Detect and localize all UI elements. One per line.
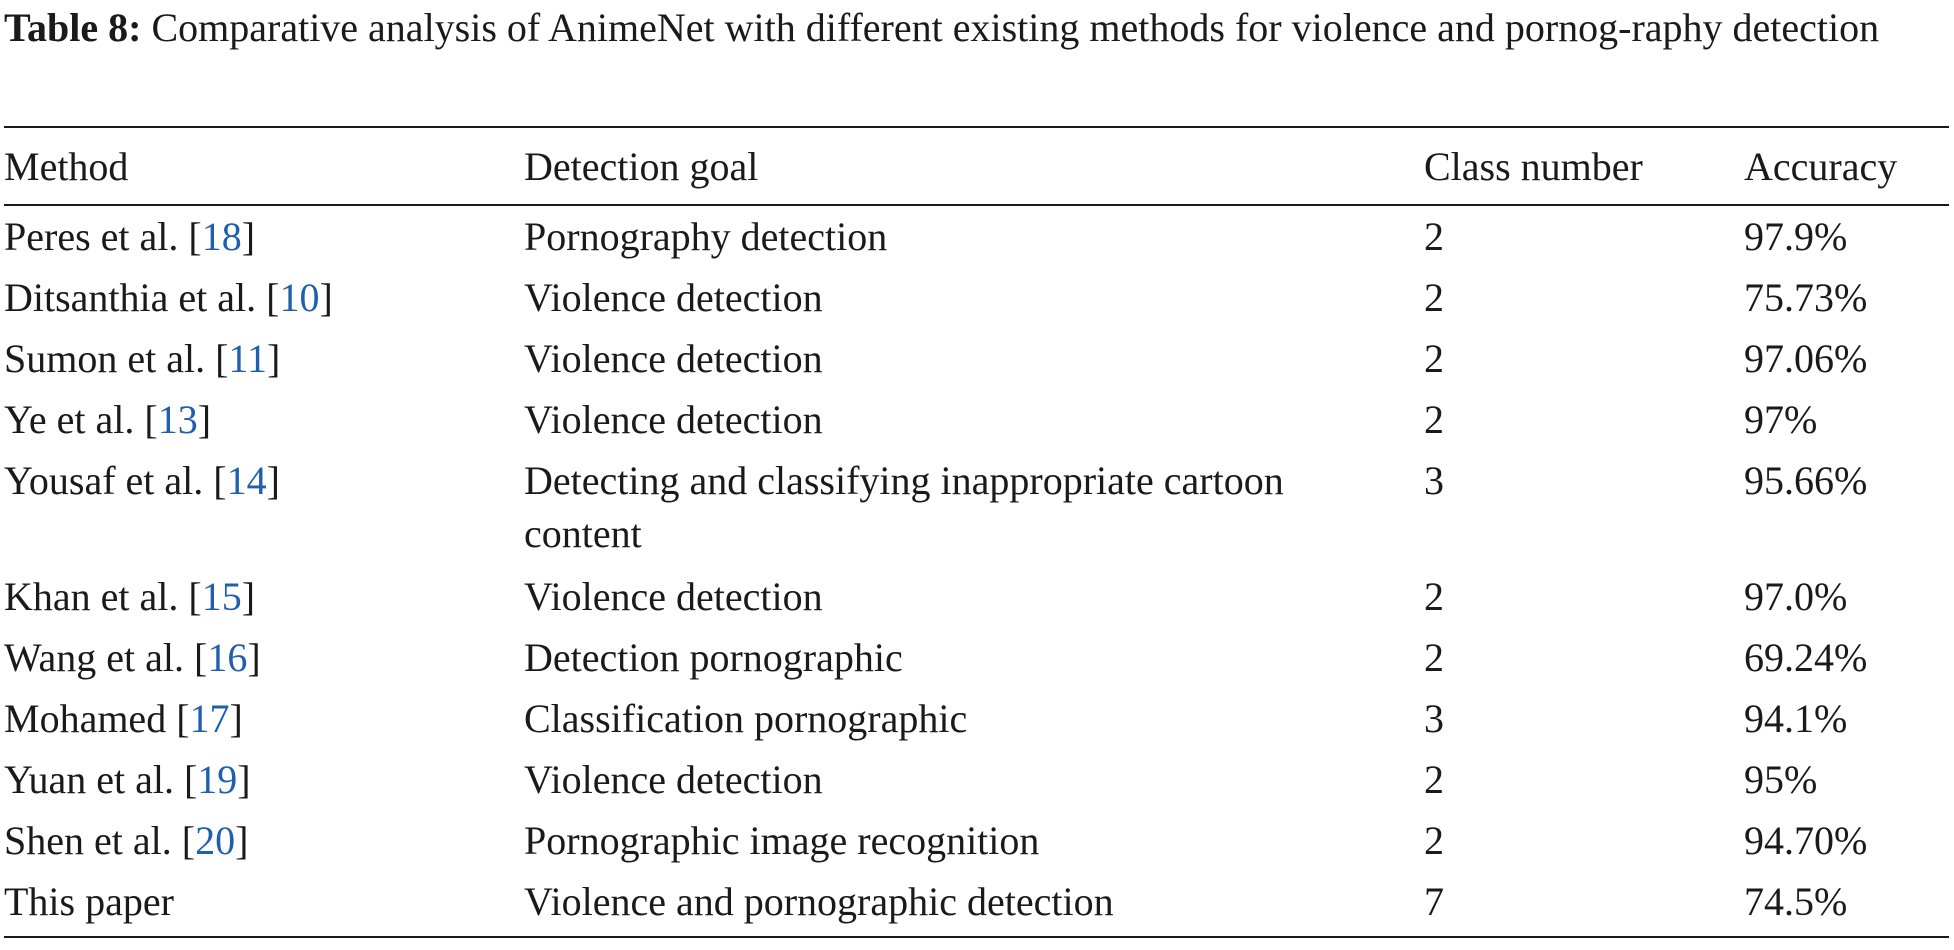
cell-detection-goal: Pornography detection <box>524 214 888 259</box>
table-row <box>4 753 1949 814</box>
cell-method <box>4 692 524 753</box>
cell-accuracy: 69.24% <box>1744 635 1868 680</box>
method-name: Wang et al. [ <box>4 635 208 680</box>
cell-class-number: 3 <box>1424 458 1444 503</box>
table-row <box>4 271 1949 332</box>
reference-close-bracket: ] <box>266 336 281 381</box>
table-caption <box>4 0 1949 53</box>
cell-detection-goal: Violence detection <box>524 275 823 320</box>
table-row <box>4 205 1949 271</box>
cell-accuracy: 95% <box>1744 757 1818 802</box>
reference-close-bracket: ] <box>247 635 261 680</box>
method-name: Shen et al. [ <box>4 818 196 863</box>
reference-link[interactable]: 18 <box>201 214 242 259</box>
cell-accuracy: 97.9% <box>1744 214 1848 259</box>
cell-class-number: 2 <box>1424 397 1444 442</box>
reference-link[interactable]: 11 <box>228 336 267 381</box>
reference-link[interactable]: 10 <box>279 275 320 320</box>
cell-detection-goal: Detection pornographic <box>524 635 903 680</box>
table-header <box>4 127 1949 205</box>
cell-accuracy: 74.5% <box>1744 879 1848 924</box>
reference-close-bracket: ] <box>197 397 212 442</box>
reference-close-bracket: ] <box>237 757 251 802</box>
cell-method <box>4 631 524 692</box>
comparison-table <box>4 126 1949 938</box>
table-row <box>4 570 1949 631</box>
cell-accuracy: 95.66% <box>1744 458 1868 503</box>
table-row <box>4 692 1949 753</box>
cell-method <box>4 271 524 332</box>
cell-detection-goal: Classification pornographic <box>524 696 968 741</box>
reference-close-bracket: ] <box>241 214 256 259</box>
cell-class-number: 2 <box>1424 275 1444 320</box>
table-row <box>4 332 1949 393</box>
cell-accuracy: 97.0% <box>1744 574 1848 619</box>
method-name: Yuan et al. [ <box>4 757 198 802</box>
cell-detection-goal: Violence detection <box>524 757 823 802</box>
cell-class-number: 3 <box>1424 696 1444 741</box>
caption-text: Comparative analysis of AnimeNet with different existing methods for violence and pornog-raphy detection <box>141 5 1880 50</box>
method-name: Yousaf et al. [ <box>4 458 227 503</box>
reference-link[interactable]: 15 <box>201 574 242 619</box>
reference-link[interactable]: 16 <box>207 635 248 680</box>
cell-accuracy: 97% <box>1744 397 1818 442</box>
cell-detection-goal: Violence detection <box>524 574 823 619</box>
method-name: Mohamed [ <box>4 696 190 741</box>
reference-link[interactable]: 19 <box>197 757 238 802</box>
cell-detection-goal: Violence detection <box>524 397 823 442</box>
cell-accuracy: 97.06% <box>1744 336 1868 381</box>
cell-class-number: 2 <box>1424 818 1444 863</box>
cell-method <box>4 454 524 570</box>
cell-detection-goal: Violence and pornographic detection <box>524 879 1114 924</box>
table-row <box>4 875 1949 937</box>
cell-detection-goal: Violence detection <box>524 336 823 381</box>
cell-class-number: 2 <box>1424 757 1444 802</box>
cell-class-number: 2 <box>1424 336 1444 381</box>
cell-detection-goal: Detecting and classifying inappropriate cartoon content <box>524 458 1284 556</box>
reference-link[interactable]: 20 <box>195 818 236 863</box>
reference-link[interactable]: 14 <box>226 458 267 503</box>
method-name: Ditsanthia et al. [ <box>4 275 280 320</box>
caption-label: Table 8: <box>4 5 142 50</box>
method-name: Khan et al. [ <box>4 574 202 619</box>
cell-accuracy: 94.1% <box>1744 696 1848 741</box>
table-body <box>4 205 1949 937</box>
method-name: Ye et al. [ <box>4 397 158 442</box>
table-row <box>4 814 1949 875</box>
cell-method <box>4 393 524 454</box>
header-accuracy: Accuracy <box>1744 143 1898 189</box>
cell-accuracy: 75.73% <box>1744 275 1868 320</box>
cell-detection-goal: Pornographic image recognition <box>524 818 1040 863</box>
reference-close-bracket: ] <box>229 696 243 741</box>
cell-accuracy: 94.70% <box>1744 818 1868 863</box>
header-method: Method <box>4 143 129 189</box>
reference-link[interactable]: 17 <box>189 696 230 741</box>
cell-class-number: 7 <box>1424 879 1444 924</box>
cell-class-number: 2 <box>1424 574 1444 619</box>
cell-method <box>4 875 524 937</box>
cell-method <box>4 332 524 393</box>
header-row <box>4 127 1949 205</box>
method-name: Sumon et al. [ <box>4 336 229 381</box>
header-class-number: Class number <box>1424 143 1643 189</box>
cell-class-number: 2 <box>1424 635 1444 680</box>
reference-close-bracket: ] <box>319 275 333 320</box>
reference-close-bracket: ] <box>266 458 280 503</box>
reference-close-bracket: ] <box>241 574 256 619</box>
cell-method <box>4 814 524 875</box>
header-detection-goal: Detection goal <box>524 143 759 189</box>
table-row <box>4 393 1949 454</box>
cell-class-number: 2 <box>1424 214 1444 259</box>
reference-close-bracket: ] <box>235 818 249 863</box>
cell-method <box>4 205 524 271</box>
table-row <box>4 631 1949 692</box>
cell-method <box>4 753 524 814</box>
reference-link[interactable]: 13 <box>157 397 198 442</box>
table-row <box>4 454 1949 570</box>
method-name: Peres et al. [ <box>4 214 202 259</box>
method-name: This paper <box>4 879 174 924</box>
cell-method <box>4 570 524 631</box>
